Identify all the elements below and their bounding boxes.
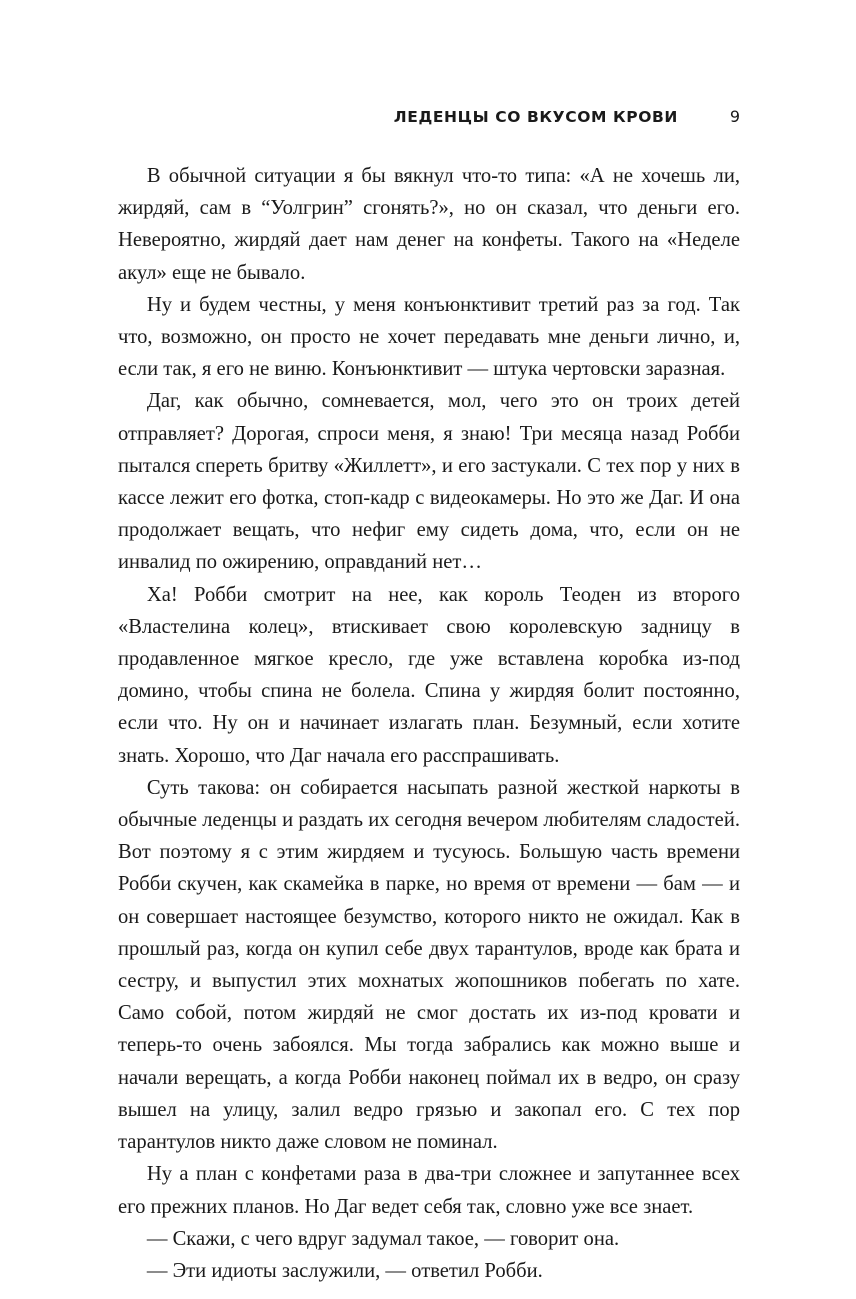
paragraph: В обычной ситуации я бы вякнул что-то типа: «А не хочешь ли, жирдяй, сам в “Уолгрин” сгонять?», но он сказал, что деньги его. Невероятно, жирдяй дает нам денег на конфеты. Такого на «Неделе акул» еще не бывало. xyxy=(118,165,740,284)
paragraph: Ха! Робби смотрит на нее, как король Теоден из второго «Властелина колец», втискивает свою королевскую задницу в продавленное мягкое кресло, где уже вставлена коробка из-под домино, чтобы спина не болела. Спина у жирдяя болит постоянно, если что. Ну он и начинает излагать план. Безумный, если хотите знать. Хорошо, что Даг начала его расспрашивать. xyxy=(118,583,740,767)
dialogue-line: — Эти идиоты заслужили, — ответил Робби. xyxy=(146,1259,543,1282)
body-text xyxy=(118,160,740,1287)
running-title: ЛЕДЕНЦЫ СО ВКУСОМ КРОВИ xyxy=(393,108,678,126)
paragraph: Ну а план с конфетами раза в два-три сложнее и запутаннее всех его прежних планов. Но Даг ведет себя так, словно уже все знает. xyxy=(118,1163,740,1218)
dialogue-line: — Скажи, с чего вдруг задумал такое, — говорит она. xyxy=(146,1227,620,1250)
running-head xyxy=(118,104,740,130)
paragraph: Даг, как обычно, сомневается, мол, чего это он троих детей отправляет? Дорогая, спроси меня, я знаю! Три месяца назад Робби пытался спереть бритву «Жиллетт», и его застукали. С тех пор у них в кассе лежит его фотка, стоп-кадр с видеокамеры. Но это же Даг. И она продолжает вещать, что нефиг ему сидеть дома, что, если он не инвалид по ожирению, оправданий нет… xyxy=(118,390,740,574)
paragraph: Ну и будем честны, у меня конъюнктивит третий раз за год. Так что, возможно, он просто не хочет передавать мне деньги лично, и, если так, я его не виню. Конъюнктивит — штука чертовски заразная. xyxy=(118,293,740,381)
paragraph: Суть такова: он собирается насыпать разной жесткой наркоты в обычные леденцы и раздать их сегодня вечером любителям сладостей. Вот поэтому я с этим жирдяем и тусуюсь. Большую часть времени Робби скучен, как скамейка в парке, но время от времени — бам — и он совершает настоящее безумство, которого никто не ожидал. Как в прошлый раз, когда он купил себе двух тарантулов, вроде как брата и сестру, и выпустил этих мохнатых жопошников побегать по хате. Само собой, потом жирдяй не смог достать их из-под кровати и теперь-то очень забоялся. Мы тогда забрались как можно выше и начали верещать, а когда Робби наконец поймал их в ведро, он сразу вышел на улицу, залил ведро грязью и закопал его. С тех пор тарантулов никто даже словом не поминал. xyxy=(118,776,740,1154)
page-number: 9 xyxy=(729,107,740,126)
